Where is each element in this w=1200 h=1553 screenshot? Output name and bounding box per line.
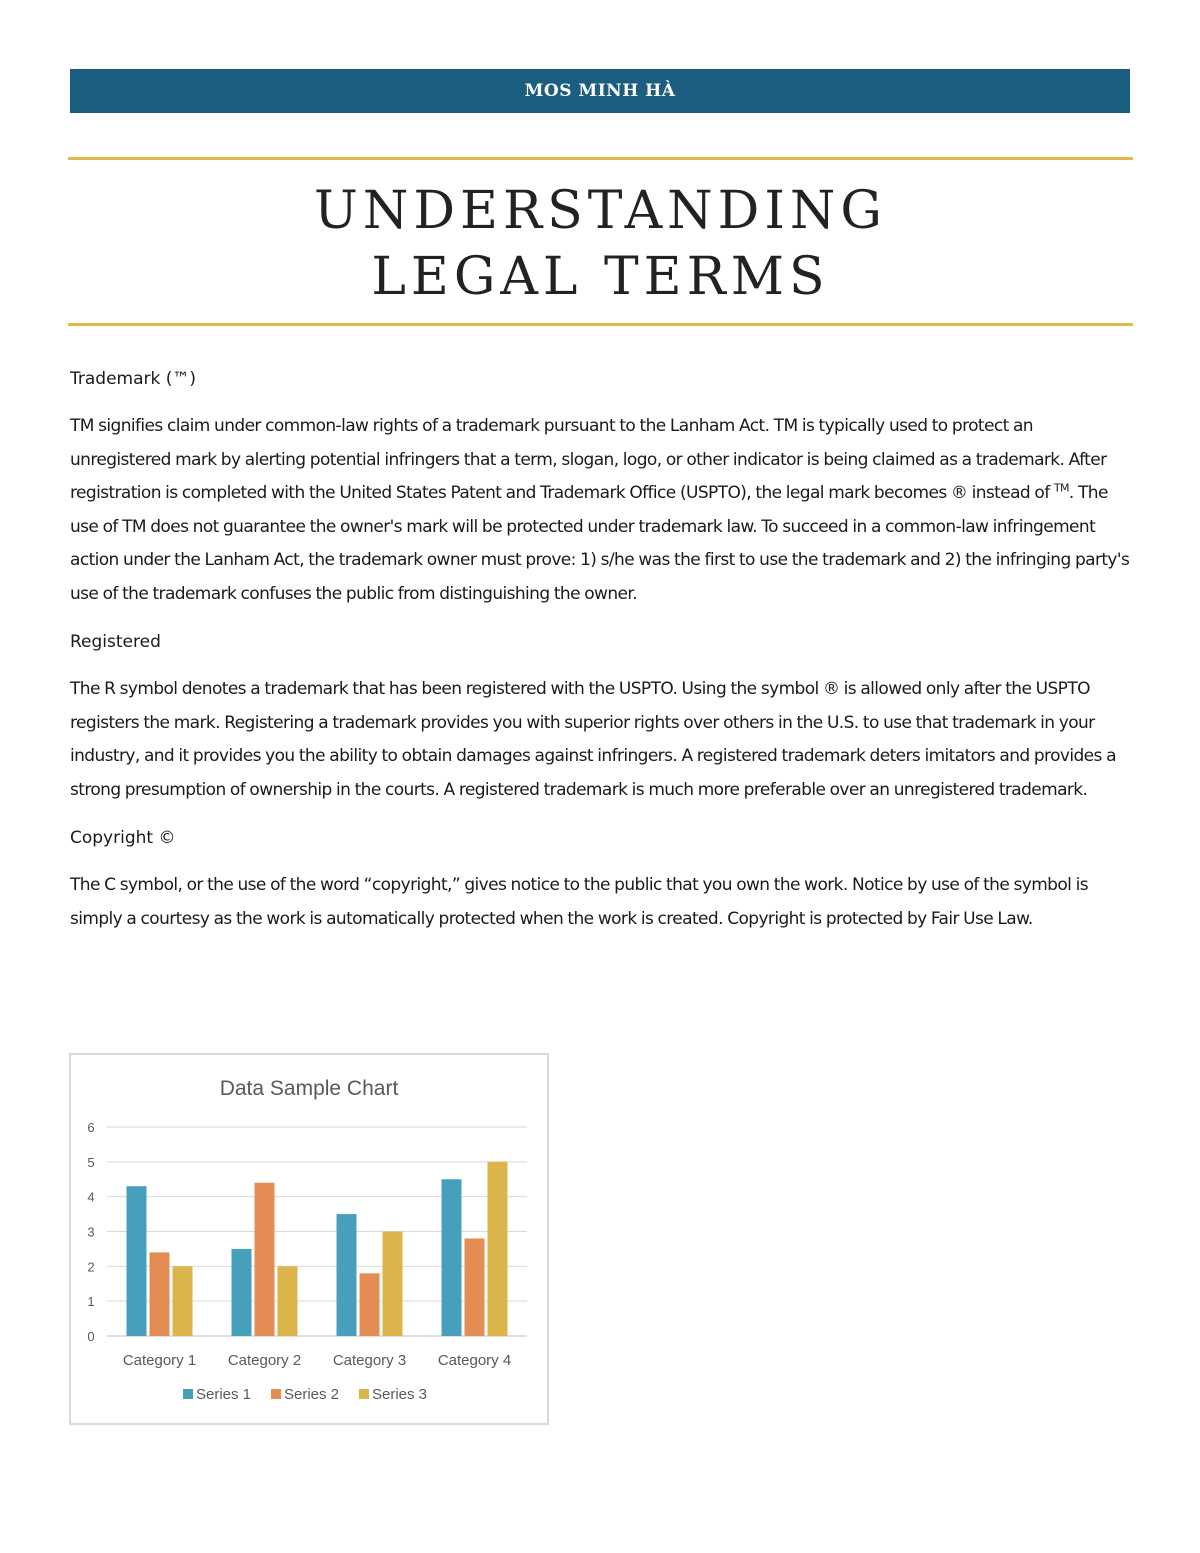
bar-series-3-cat-1 <box>173 1266 193 1336</box>
bar-series-2-cat-4 <box>465 1238 485 1336</box>
tm-superscript: TM <box>1053 481 1069 495</box>
y-tick-label: 3 <box>87 1224 95 1240</box>
y-tick-label: 5 <box>87 1154 95 1170</box>
document-title <box>68 178 1133 310</box>
legend-label-3: Series 3 <box>372 1386 428 1403</box>
title-line-2: LEGAL TERMS <box>371 247 830 307</box>
y-tick-label: 1 <box>87 1294 95 1310</box>
copyright-heading: Copyright © <box>70 828 176 848</box>
y-tick-label: 2 <box>87 1259 95 1275</box>
bottom-divider <box>68 323 1133 326</box>
bar-series-1-cat-2 <box>232 1249 252 1336</box>
title-line-1: UNDERSTANDING <box>314 181 887 241</box>
y-tick-label: 6 <box>87 1120 95 1135</box>
copyright-paragraph: The C symbol, or the use of the word “copyright,” gives notice to the public that you own the work. Notice by use of the symbol is simply a courtesy as the work is automatically protected when the work is created. Copyright is protected by Fair Use Law. <box>70 875 1088 929</box>
legend-swatch-2 <box>271 1389 281 1399</box>
legend-label-1: Series 1 <box>196 1386 252 1403</box>
bar-series-1-cat-4 <box>442 1179 462 1336</box>
trademark-heading: Trademark (™) <box>70 369 197 389</box>
legend-swatch-3 <box>359 1389 369 1399</box>
header-banner <box>70 69 1130 113</box>
registered-heading: Registered <box>70 632 161 652</box>
chart-title: Data Sample Chart <box>219 1077 399 1100</box>
x-category-label: Category 4 <box>437 1352 512 1369</box>
chart-svg <box>71 1055 547 1423</box>
trademark-text-part1: TM signifies claim under common-law rights of a trademark pursuant to the Lanham Act. TM is typically used to protect an unregistered mark by alerting potential infringers that a term, slogan, logo, or other indicator is being claimed as a trademark. After registration is completed with the United States Patent and Trademark Office (USPTO), the legal mark becomes ® instead of <box>70 416 1107 503</box>
x-category-label: Category 3 <box>332 1352 407 1369</box>
legend-swatch-1 <box>183 1389 193 1399</box>
bar-series-1-cat-1 <box>127 1186 147 1336</box>
y-tick-label: 4 <box>87 1189 95 1205</box>
legend-label-2: Series 2 <box>284 1386 340 1403</box>
bar-series-2-cat-3 <box>360 1273 380 1336</box>
y-tick-label: 0 <box>87 1329 95 1344</box>
bar-series-2-cat-1 <box>150 1252 170 1336</box>
bar-series-2-cat-2 <box>255 1183 275 1336</box>
data-sample-chart <box>69 1053 549 1425</box>
x-category-label: Category 1 <box>122 1352 197 1369</box>
registered-paragraph: The R symbol denotes a trademark that has been registered with the USPTO. Using the symbol ® is allowed only after the USPTO registers the mark. Registering a trademark provides you with superior rights over others in the U.S. to use that trademark in your industry, and it provides you the ability to obtain damages against infringers. A registered trademark deters imitators and provides a strong presumption of ownership in the courts. A registered trademark is much more preferable over an unregistered trademark. <box>70 679 1116 800</box>
bar-series-1-cat-3 <box>337 1214 357 1336</box>
trademark-text-part2: . The use of TM does not guarantee the owner's mark will be protected under trademark law. To succeed in a common-law infringement action under the Lanham Act, the trademark owner must prove: 1) s/he was the first to use the trademark and 2) the infringing party's use of the trademark confuses the public from distinguishing the owner. <box>70 483 1130 604</box>
bar-series-3-cat-3 <box>383 1232 403 1337</box>
x-category-label: Category 2 <box>227 1352 302 1369</box>
top-divider <box>68 157 1133 160</box>
bar-series-3-cat-2 <box>278 1266 298 1336</box>
trademark-paragraph <box>70 410 1134 611</box>
banner-title: MOS MINH HÀ <box>524 81 676 101</box>
bar-series-3-cat-4 <box>488 1162 508 1336</box>
document-body <box>70 362 1134 950</box>
